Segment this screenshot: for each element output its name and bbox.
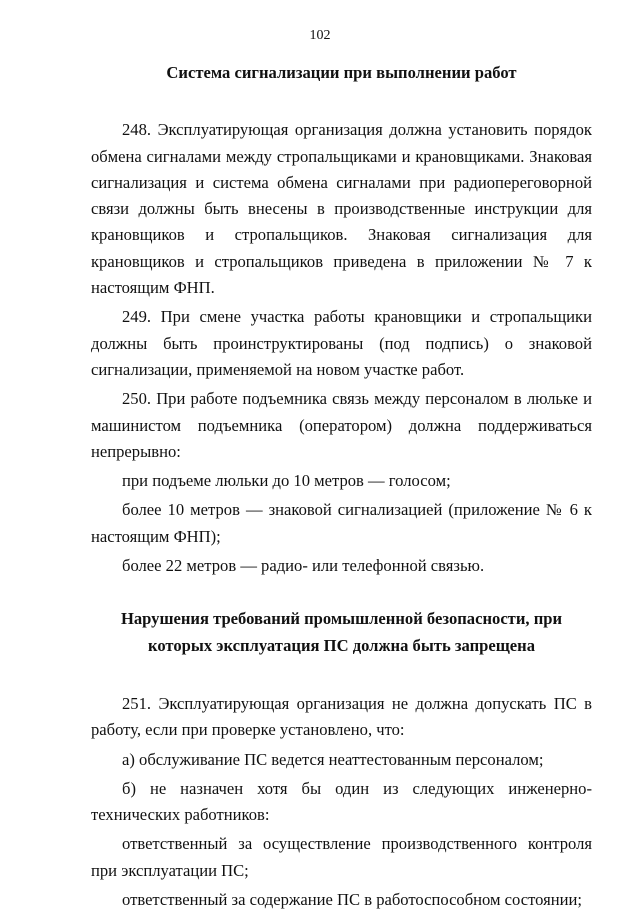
list-item-b-control: ответственный за осуществление производственного контроля при эксплуатации ПС;	[91, 834, 592, 880]
list-item-a: а) обслуживание ПС ведется неаттестованным персоналом;	[122, 749, 544, 769]
paragraph-249: 249. При смене участка работы крановщики и стропальщики должны быть проинструктированы (под подпись) о знаковой сигнализации, применяемой на новом участке работ.	[91, 307, 592, 379]
list-item-sign-signals: более 10 метров — знаковой сигнализацией (приложение № 6 к настоящим ФНП);	[91, 500, 592, 546]
paragraph-248: 248. Эксплуатирующая организация должна установить порядок обмена сигналами между стропальщиками и крановщиками. Знаковая сигнализация и система обмена сигналами при радиопереговорной связи должны быть внесены в производственные инструкции для крановщиков и стропальщиков. Знаковая сигнализация для крановщиков и стропальщиков приведена в приложении № 7 к настоящим ФНП.	[91, 120, 592, 298]
paragraph-251: 251. Эксплуатирующая организация не должна допускать ПС в работу, если при проверке установлено, что:	[91, 693, 592, 740]
section-title-violations: Нарушения требований промышленной безопасности, при которых эксплуатация ПС должна быть запрещена	[120, 609, 563, 655]
list-item-radio: более 22 метров — радио- или телефонной связью.	[122, 556, 485, 576]
list-item-b: б) не назначен хотя бы один из следующих инженерно-технических работников:	[91, 778, 592, 825]
list-item-voice: при подъеме люльки до 10 метров — голосом;	[122, 471, 451, 491]
paragraph-250: 250. При работе подъемника связь между персоналом в люльке и машинистом подъемника (оператором) должна поддерживаться непрерывно:	[91, 389, 592, 461]
document-body	[91, 60, 592, 913]
list-item-b-maintenance: ответственный за содержание ПС в работоспособном состоянии;	[122, 890, 583, 910]
section-title-signaling: Система сигнализации при выполнении работ	[166, 63, 517, 82]
page-number: 102	[309, 28, 331, 43]
